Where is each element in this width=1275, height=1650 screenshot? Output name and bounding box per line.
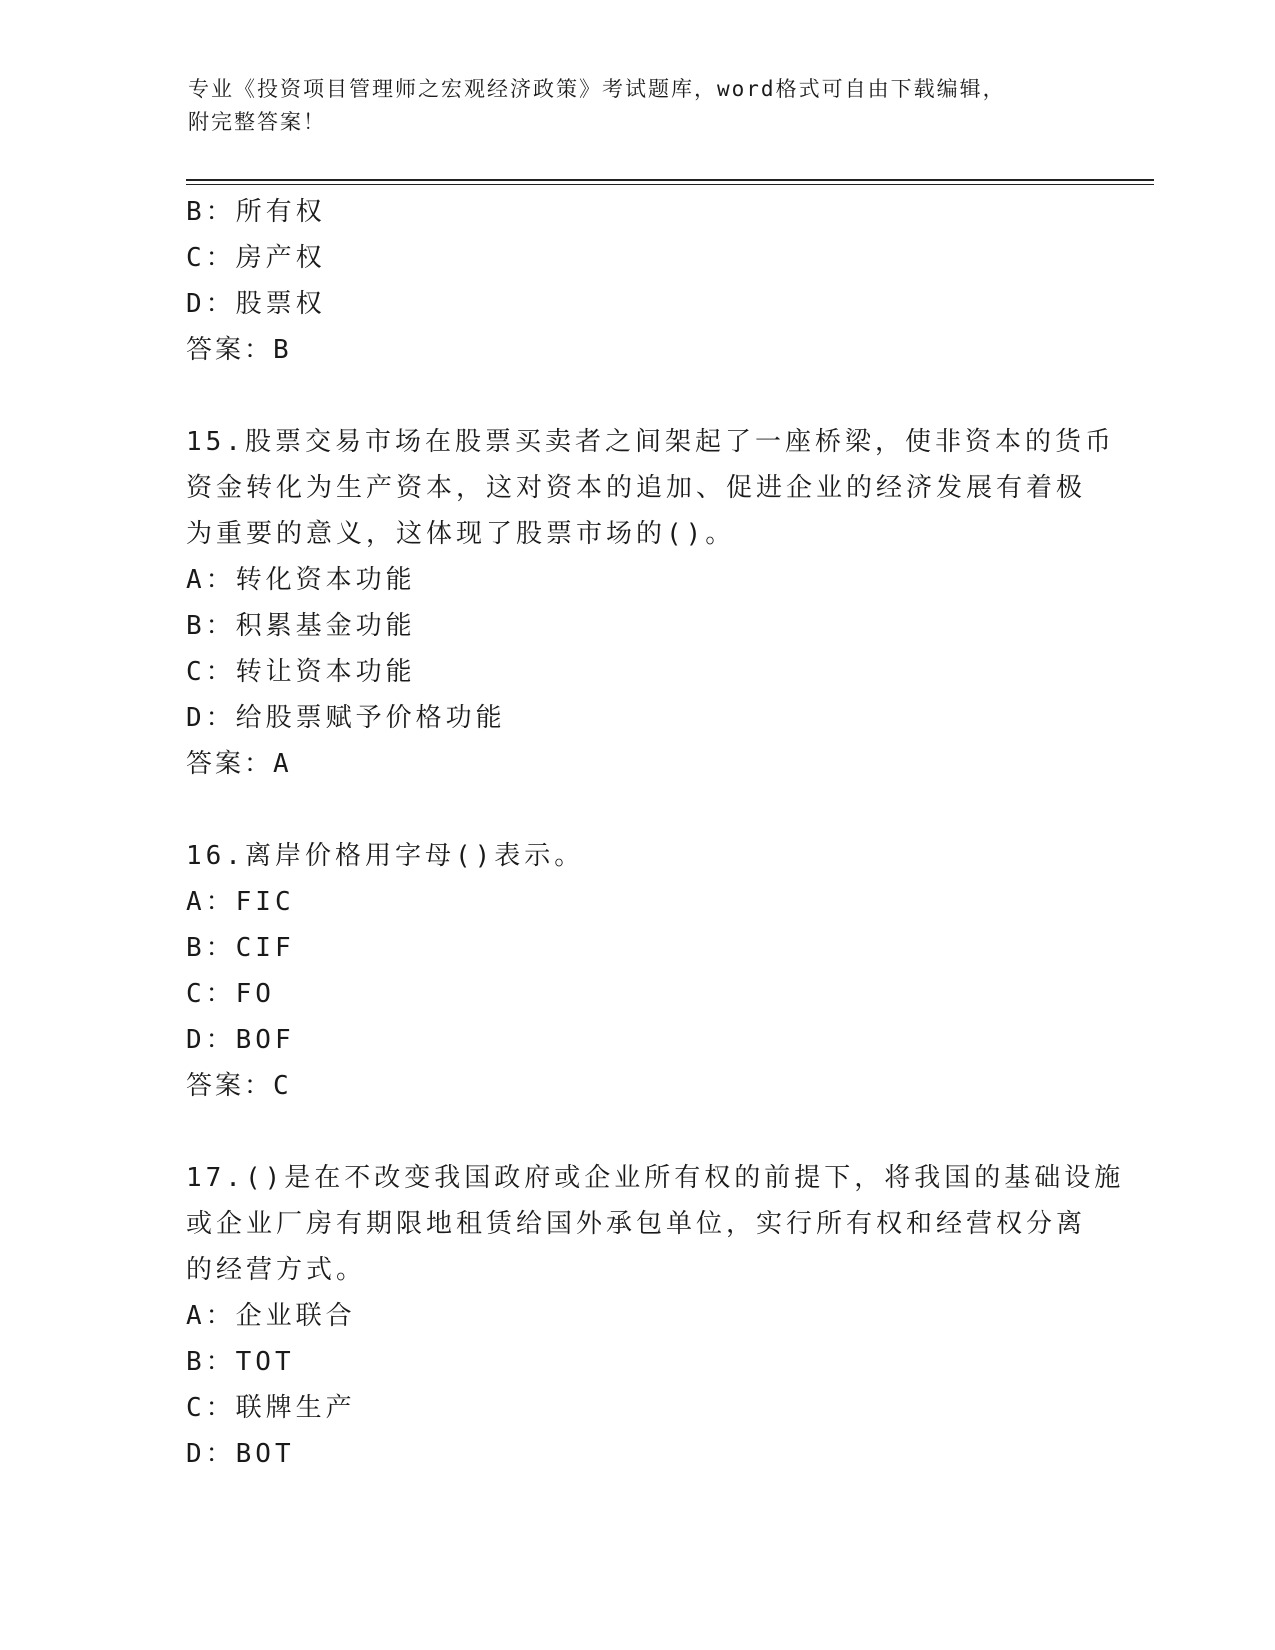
- header-line-2: 附完整答案！: [188, 110, 326, 134]
- question-15: [186, 419, 1115, 787]
- answer-value: A: [273, 749, 289, 779]
- answer-label: 答案：: [186, 749, 274, 779]
- answer-value: C: [273, 1071, 289, 1101]
- header-divider: [186, 179, 1154, 185]
- option-d: D：给股票赋予价格功能: [186, 703, 506, 733]
- question-list: [186, 189, 1125, 1477]
- option-c: C：FO: [186, 979, 275, 1009]
- option-b: B：TOT: [186, 1347, 295, 1377]
- option-d: D：BOF: [186, 1025, 295, 1055]
- question-text-line: 的经营方式。: [186, 1255, 367, 1285]
- question-text-line: 资金转化为生产资本，这对资本的追加、促进企业的经济发展有着极: [186, 473, 1087, 503]
- option-d: D：BOT: [186, 1439, 295, 1469]
- question-17: [186, 1155, 1125, 1477]
- answer-label: 答案：: [186, 1071, 274, 1101]
- question-text-line: 17.()是在不改变我国政府或企业所有权的前提下，将我国的基础设施: [186, 1163, 1125, 1193]
- question-text-line: 16.离岸价格用字母()表示。: [186, 841, 585, 871]
- document-header: [188, 73, 1088, 139]
- answer: [186, 741, 1086, 787]
- option-c: C：转让资本功能: [186, 657, 416, 687]
- option-b: B：CIF: [186, 933, 295, 963]
- option-b: B：积累基金功能: [186, 611, 416, 641]
- option-b: B：所有权: [186, 197, 326, 227]
- option-a: A：企业联合: [186, 1301, 356, 1331]
- answer: [186, 1063, 1086, 1109]
- question-14-tail: [186, 189, 1086, 373]
- option-c: C：联牌生产: [186, 1393, 356, 1423]
- question-text-line: 15.股票交易市场在股票买卖者之间架起了一座桥梁，使非资本的货币: [186, 427, 1115, 457]
- option-d: D：股票权: [186, 289, 326, 319]
- question-16: [186, 833, 1086, 1109]
- option-c: C：房产权: [186, 243, 326, 273]
- question-text-line: 为重要的意义，这体现了股票市场的()。: [186, 519, 736, 549]
- option-a: A：FIC: [186, 887, 295, 917]
- option-a: A：转化资本功能: [186, 565, 416, 595]
- header-line-1: 专业《投资项目管理师之宏观经济政策》考试题库，word格式可自由下载编辑，: [188, 77, 1006, 101]
- answer: [186, 327, 1086, 373]
- answer-value: B: [273, 335, 289, 365]
- answer-label: 答案：: [186, 335, 274, 365]
- question-text-line: 或企业厂房有期限地租赁给国外承包单位，实行所有权和经营权分离: [186, 1209, 1087, 1239]
